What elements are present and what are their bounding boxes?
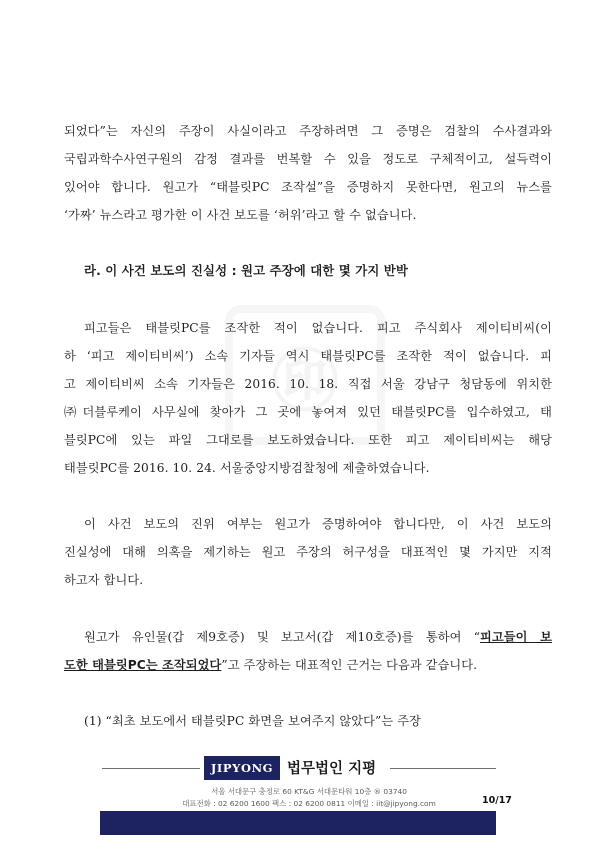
paragraph-3-line-1: 이 사건 보도의 진위 여부는 원고가 증명하여야 합니다만, 이 사건 보도의 (84, 517, 552, 531)
footer-rule-right (390, 768, 496, 769)
emphasis-text: 도한 태블릿PC는 조작되었다 (64, 658, 222, 672)
paragraph-2-line-2: 하 ‘피고 제이티비씨’) 소속 기자들 역시 태블릿PC를 조작한 적이 없습니다. 피 (64, 349, 553, 363)
section-heading: 라. 이 사건 보도의 진실성 : 원고 주장에 대한 몇 가지 반박 (84, 263, 408, 278)
paragraph-4-line-1 (84, 626, 552, 648)
emphasis-text: 피고들이 보 (480, 630, 552, 644)
paragraph-4-text: ”고 주장하는 대표적인 근거는 다음과 같습니다. (221, 658, 478, 672)
paragraph-2-line-4: ㈜더블루케이 사무실에 찾아가 그 곳에 놓여져 있던 태블릿PC를 입수하였고, 태 (64, 405, 552, 419)
paragraph-1-line-4: ‘가짜’ 뉴스라고 평가한 이 사건 보도를 ‘허위’라고 할 수 없습니다. (64, 208, 417, 222)
firm-name: 법무법인 지평 (287, 761, 377, 777)
paragraph-1-line-3: 있어야 합니다. 원고가 “태블릿PC 조작설”을 증명하지 못한다면, 원고의 뉴스를 (64, 180, 552, 194)
footer-contact: 대표전화 : 02 6200 1600 팩스 : 02 6200 0811 이메일 : iit@jipyong.com (182, 799, 436, 808)
footer-rule-left (102, 768, 200, 769)
paragraph-4-line-2 (64, 654, 552, 676)
paragraph-2-line-3: 고 제이티비씨 소속 기자들은 2016. 10. 18. 직접 서울 강남구 청담동에 위치한 (64, 377, 552, 391)
paragraph-3-line-3: 하고자 합니다. (64, 573, 144, 587)
page-number: 10/17 (482, 795, 512, 806)
paragraph-4-text: 원고가 유인물(갑 제9호증) 및 보고서(갑 제10호증)를 통하여 “ (84, 630, 481, 644)
paragraph-3-line-2: 진실성에 대해 의혹을 제기하는 원고 주장의 허구성을 대표적인 몇 가지만 지적 (64, 545, 552, 559)
subsection-heading: (1) “최초 보도에서 태블릿PC 화면을 보여주지 않았다”는 주장 (84, 714, 421, 728)
paragraph-2-line-1: 피고들은 태블릿PC를 조작한 적이 없습니다. 피고 주식회사 제이티비씨(이 (84, 321, 552, 335)
footer-address: 서울 서대문구 충정로 60 KT&G 서대문타워 10층 ® 03740 (211, 787, 407, 796)
paragraph-2-line-6: 태블릿PC를 2016. 10. 24. 서울중앙지방검찰청에 제출하였습니다. (64, 461, 430, 475)
paragraph-1-line-2: 국립과학수사연구원의 감정 결과를 번복할 수 있을 정도로 구체적이고, 설득력이 (64, 152, 552, 166)
jipyong-logo: JIPYONG (204, 756, 280, 780)
paragraph-1-line-1: 되었다”는 자신의 주장이 사실이라고 주장하려면 그 증명은 검찰의 수사결과와 (64, 124, 552, 138)
paragraph-2-line-5: 블릿PC에 있는 파일 그대로를 보도하였습니다. 또한 피고 제이티비씨는 해당 (64, 433, 552, 447)
footer-brand-bar (100, 811, 496, 835)
